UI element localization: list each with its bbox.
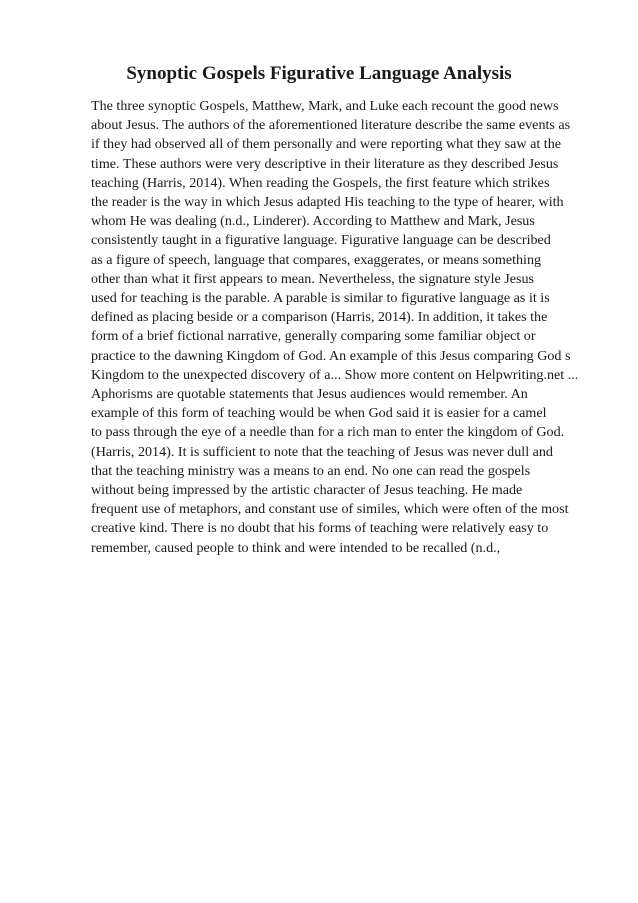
body-line: without being impressed by the artistic character of Jesus teaching. He made (91, 482, 523, 499)
body-line: Aphorisms are quotable statements that Jesus audiences would remember. An (91, 386, 528, 403)
body-line: consistently taught in a figurative language. Figurative language can be described (91, 232, 551, 249)
body-line: if they had observed all of them personally and were reporting what they saw at the (91, 136, 562, 153)
body-line: creative kind. There is no doubt that his forms of teaching were relatively easy to (91, 520, 549, 537)
body-line: time. These authors were very descriptive in their literature as they described Jesus (91, 155, 559, 172)
body-line: the reader is the way in which Jesus adapted His teaching to the type of hearer, with (91, 194, 564, 211)
body-line: defined as placing beside or a comparison (Harris, 2014). In addition, it takes the (91, 309, 548, 326)
body-line: as a figure of speech, language that compares, exaggerates, or means something (91, 251, 542, 268)
body-line: form of a brief fictional narrative, generally comparing some familiar object or (91, 328, 536, 345)
body-line: teaching (Harris, 2014). When reading the Gospels, the first feature which strikes (91, 174, 550, 191)
body-line: whom He was dealing (n.d., Linderer). According to Matthew and Mark, Jesus (91, 213, 535, 230)
body-line: that the teaching ministry was a means to an end. No one can read the gospels (91, 462, 531, 479)
document-body (91, 97, 591, 558)
document-title: Synoptic Gospels Figurative Language Analysis (126, 63, 512, 84)
body-line: practice to the dawning Kingdom of God. An example of this Jesus comparing God s (91, 347, 571, 364)
body-line: other than what it first appears to mean. Nevertheless, the signature style Jesus (91, 270, 535, 287)
body-line: remember, caused people to think and were intended to be recalled (n.d., (91, 539, 501, 556)
body-line: example of this form of teaching would be when God said it is easier for a camel (91, 405, 547, 422)
body-line: (Harris, 2014). It is sufficient to note that the teaching of Jesus was never dull and (91, 443, 553, 460)
body-line: used for teaching is the parable. A parable is similar to figurative language as it is (91, 290, 550, 307)
body-line: frequent use of metaphors, and constant use of similes, which were often of the most (91, 501, 569, 518)
body-line: The three synoptic Gospels, Matthew, Mark, and Luke each recount the good news (91, 98, 559, 114)
body-line: to pass through the eye of a needle than for a rich man to enter the kingdom of God. (91, 424, 565, 441)
body-line: about Jesus. The authors of the aforementioned literature describe the same events as (91, 117, 571, 134)
body-line: Kingdom to the unexpected discovery of a... Show more content on Helpwriting.net ... (91, 366, 579, 383)
